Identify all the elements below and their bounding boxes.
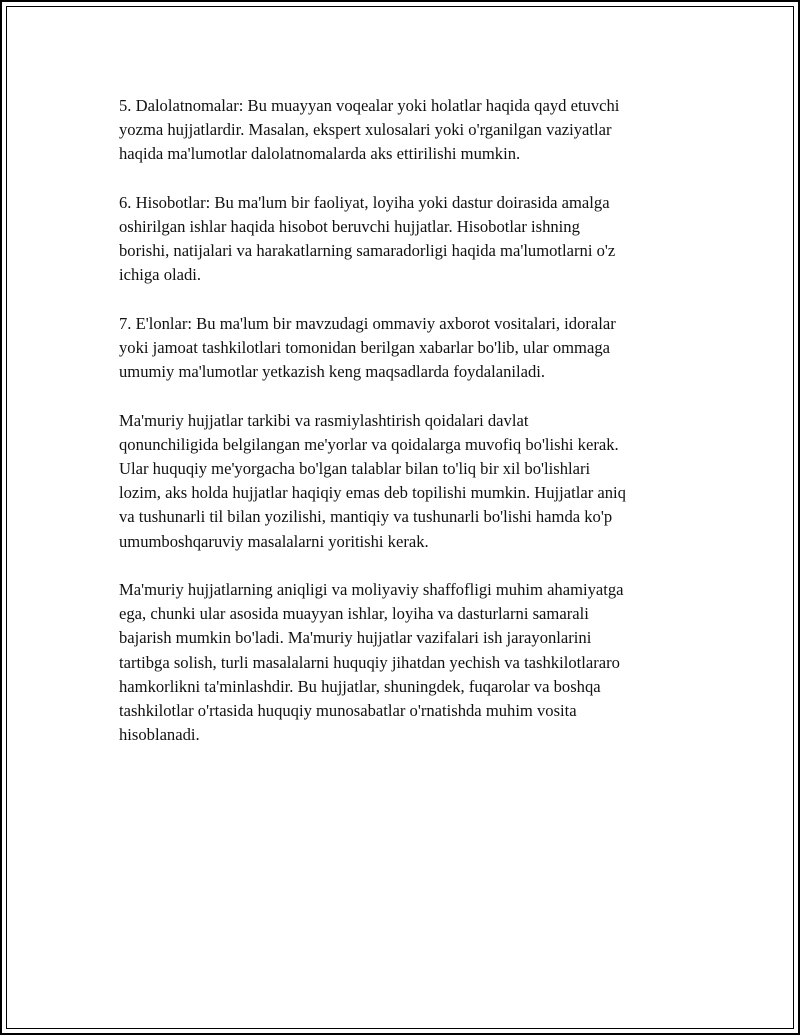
text-line: 7. E'lonlar: Bu ma'lum bir mavzudagi ommaviy axborot vositalari, idoralar <box>119 313 616 333</box>
text-line: umumiy ma'lumotlar yetkazish keng maqsadlarda foydalaniladi. <box>119 362 546 382</box>
text-line: yozma hujjatlardir. Masalan, ekspert xulosalari yoki o'rganilgan vaziyatlar <box>119 120 612 140</box>
text-line: 6. Hisobotlar: Bu ma'lum bir faoliyat, loyiha yoki dastur doirasida amalga <box>119 192 610 212</box>
text-line: tashkilotlar o'rtasida huquqiy munosabatlar o'rnatishda muhim vosita <box>119 701 577 721</box>
text-line: Ma'muriy hujjatlarning aniqligi va moliyaviy shaffofligi muhim ahamiyatga <box>119 580 624 599</box>
text-line: ichiga oladi. <box>119 265 202 285</box>
text-line: bajarish mumkin bo'ladi. Ma'muriy hujjatlar vazifalari ish jarayonlarini <box>119 628 592 648</box>
text-line: Ular huquqiy me'yorgacha bo'lgan talablar bilan to'liq bir xil bo'lishlari <box>119 459 591 478</box>
text-line: qonunchiligida belgilangan me'yorlar va qoidalarga muvofiq bo'lishi kerak. <box>119 434 619 454</box>
text-line: umumboshqaruviy masalalarni yoritishi kerak. <box>119 531 429 551</box>
text-line: borishi, natijalari va harakatlarning samaradorligi haqida ma'lumotlarni o'z <box>119 241 616 261</box>
text-line: Ma'muriy hujjatlar tarkibi va rasmiylashtirish qoidalari davlat <box>119 410 529 430</box>
text-line: tartibga solish, turli masalalarni huquqiy jihatdan yechish va tashkilotlararo <box>119 652 620 672</box>
paragraph-hisobotlar <box>119 191 699 288</box>
text-line: 5. Dalolatnomalar: Bu muayyan voqealar yoki holatlar haqida qayd etuvchi <box>119 96 620 115</box>
paragraph-hujjatlar-tarkibi <box>119 409 699 554</box>
paragraph-elonlar <box>119 312 699 385</box>
document-body <box>119 94 699 772</box>
text-line: oshirilgan ishlar haqida hisobot beruvchi hujjatlar. Hisobotlar ishning <box>119 217 580 236</box>
text-line: lozim, aks holda hujjatlar haqiqiy emas deb topilishi mumkin. Hujjatlar aniq <box>119 483 626 503</box>
paragraph-hujjatlar-aniqligi <box>119 578 699 747</box>
text-line: ega, chunki ular asosida muayyan ishlar, loyiha va dasturlarni samarali <box>119 604 589 624</box>
text-line: haqida ma'lumotlar dalolatnomalarda aks ettirilishi mumkin. <box>119 144 521 164</box>
text-line: hisoblanadi. <box>119 725 200 745</box>
text-line: hamkorlikni ta'minlashdir. Bu hujjatlar, shuningdek, fuqarolar va boshqa <box>119 676 601 696</box>
text-line: va tushunarli til bilan yozilishi, mantiqiy va tushunarli bo'lishi hamda ko'p <box>119 507 613 527</box>
text-line: yoki jamoat tashkilotlari tomonidan berilgan xabarlar bo'lib, ular ommaga <box>119 338 610 357</box>
paragraph-dalolatnomalar <box>119 94 699 167</box>
